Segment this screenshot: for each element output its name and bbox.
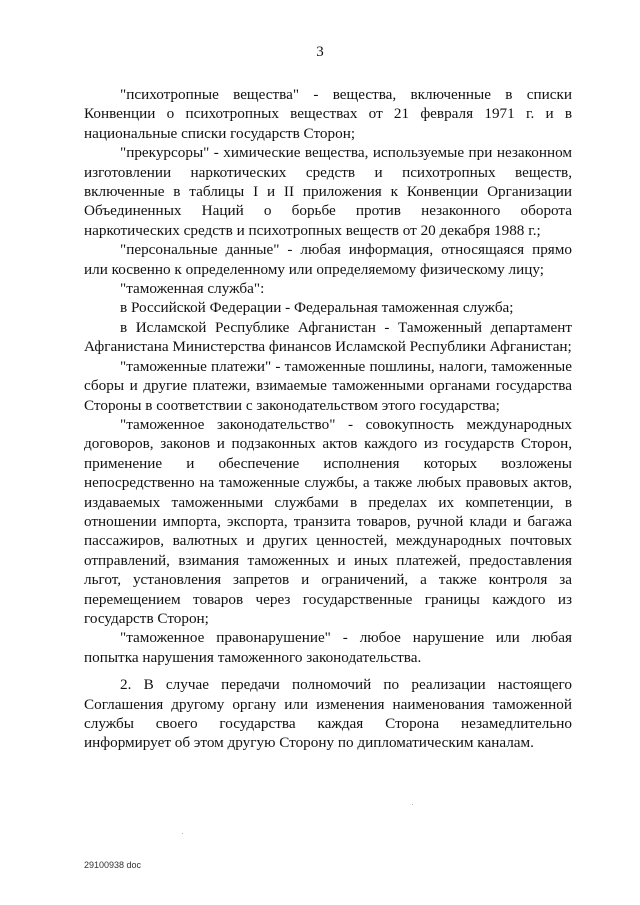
page-number: 3 (316, 44, 324, 60)
customs-service-russia: в Российской Федерации - Федеральная таможенная служба; (120, 299, 514, 317)
document-body (84, 85, 572, 753)
definition-personal-data: "персональные данные" - любая информация, относящаяся прямо или косвенно к определенному или определяемому физическому лицу; (84, 241, 572, 278)
scan-speck (182, 833, 183, 834)
clause-2-paragraph: 2. В случае передачи полномочий по реализации настоящего Соглашения другому органу или изменения наименования таможенной службы своего государства каждая Сторона незамедлительно информирует об этом другую Сторону по дипломатическим каналам. (84, 676, 572, 752)
definition-psychotropic-substances: "психотропные вещества" - вещества, включенные в списки Конвенции о психотропных веществах от 21 февраля 1971 г. и в национальные списки государств Сторон; (84, 86, 572, 142)
customs-service-afghanistan: в Исламской Республике Афганистан - Таможенный департамент Афганистана Министерства финансов Исламской Республики Афганистан; (84, 318, 572, 356)
definition-customs-payments: "таможенные платежи" - таможенные пошлины, налоги, таможенные сборы и другие платежи, взимаемые таможенными органами государства Стороны в соответствии с законодательством этого государства; (84, 357, 572, 414)
scan-speck (412, 804, 413, 805)
definition-customs-offense: "таможенное правонарушение" - любое нарушение или любая попытка нарушения таможенного законодательства. (84, 629, 572, 666)
definition-customs-service: "таможенная служба": (120, 280, 265, 298)
definition-precursors: "прекурсоры" - химические вещества, используемые при незаконном изготовлении наркотических средств и психотропных веществ, включенные в таблицы I и II приложения к Конвенции Организации Объединенных Наций о борьбе против незаконного оборота наркотических средств и психотропных веществ от 20 декабря 1988 г.; (84, 144, 572, 239)
footer-file-code: 29100938 doc (84, 860, 142, 870)
definition-customs-legislation: "таможенное законодательство" - совокупность международных договоров, законов и подзаконных актов каждого из государств Сторон, применение и обеспечение исполнения которых возложены непосредственно на таможенные службы, а также любых правовых актов, издаваемых таможенными службами в пределах их компетенции, в отношении импорта, экспорта, транзита товаров, ручной клади и багажа пассажиров, валютных и других ценностей, международных почтовых отправлений, взимания таможенных и иных платежей, предоставления льгот, установления запретов и ограничений, а также контроля за перемещением товаров через государственные границы каждого из государств Сторон; (84, 415, 572, 627)
